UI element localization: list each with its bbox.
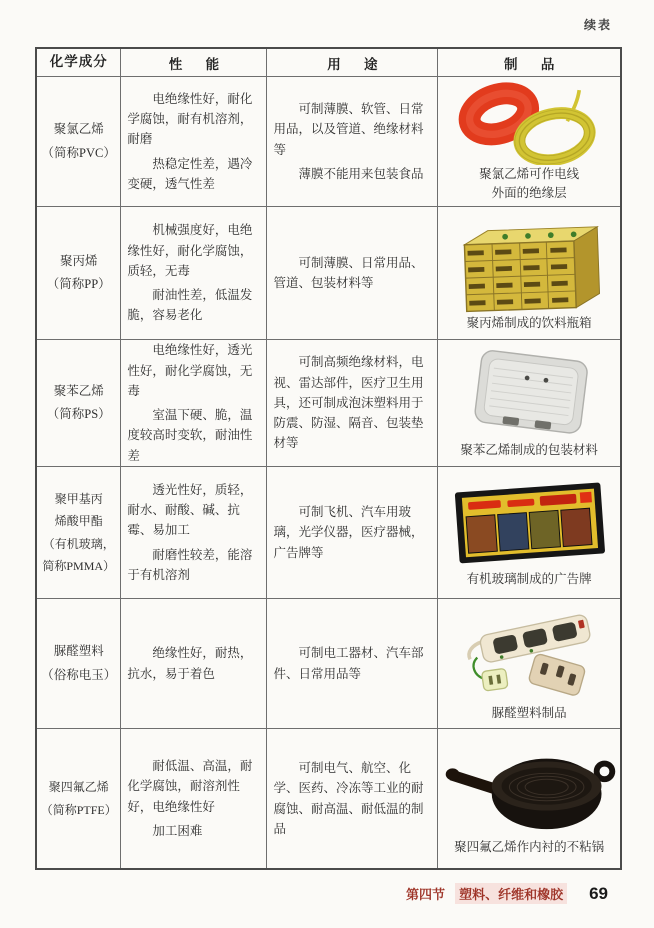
product-cell [438, 340, 620, 466]
chemical-abbr: （简称PTFE） [40, 802, 117, 817]
chemical-abbr: （简称PS） [46, 407, 111, 421]
product-cell [438, 729, 620, 868]
chemical-abbr: 简称PMMA） [42, 558, 116, 573]
plastics-table [35, 47, 622, 870]
uses-cell [267, 467, 438, 598]
properties-text: 透光性好，质轻，耐水、耐酸、碱、抗霉、易加工 [127, 482, 253, 538]
table-row-urea-formaldehyde [37, 599, 620, 729]
chemical-name-cell [37, 340, 121, 466]
bottle-crates-graphic [447, 214, 612, 314]
properties-text: 绝缘性好，耐热，抗水，易于着色 [127, 646, 253, 681]
chemical-name: 脲醛塑料 [53, 644, 104, 659]
properties-cell [121, 207, 267, 339]
chemical-abbr: （简称PP） [46, 277, 111, 291]
chemical-name-cell [37, 599, 121, 728]
uses-cell [267, 207, 438, 339]
properties-text: 耐低温、高温，耐化学腐蚀，耐溶剂性好，电绝缘性好 [127, 759, 253, 814]
properties-text: 电绝缘性好，透光性好，耐化学腐蚀，无毒 [127, 343, 253, 398]
nonstick-pan-graphic [442, 740, 617, 838]
properties-cell [121, 467, 267, 598]
header-uses: 用 途 [327, 56, 388, 72]
product-caption: 聚氯乙烯可作电线 [479, 166, 580, 181]
product-caption: 有机玻璃制成的广告牌 [466, 572, 592, 587]
chemical-abbr: （俗称电玉） [41, 667, 117, 682]
wire-coils-image [444, 81, 614, 165]
chemical-name: 聚丙烯 [59, 253, 98, 268]
properties-text: 耐油性差，低温发脆，容易老化 [127, 288, 253, 323]
properties-text: 耐磨性较差，能溶于有机溶剂 [127, 547, 253, 582]
billboard-image [444, 476, 614, 570]
continued-table-label: 续表 [584, 18, 613, 32]
page-footer [0, 883, 608, 904]
page-number: 69 [589, 883, 608, 903]
properties-cell [121, 77, 267, 206]
properties-text: 室温下硬、脆，温度较高时变软，耐油性差 [127, 408, 253, 463]
table-row-ps [37, 340, 620, 467]
product-caption: 外面的绝缘层 [491, 185, 567, 200]
uses-cell [267, 340, 438, 466]
wire-coils-graphic [444, 81, 614, 165]
properties-cell [121, 340, 267, 466]
uses-cell [267, 77, 438, 206]
footer-section-label: 第四节 [406, 887, 446, 902]
foam-packaging-image [447, 346, 612, 441]
table-row-pvc [37, 77, 620, 207]
chemical-name: 聚苯乙烯 [53, 383, 104, 398]
uses-cell [267, 729, 438, 868]
properties-cell [121, 729, 267, 868]
properties-text: 电绝缘性好，耐化学腐蚀，耐有机溶剂，耐磨 [127, 91, 253, 147]
table-row-ptfe [37, 729, 620, 868]
power-strip-image [447, 604, 612, 704]
chemical-abbr: （有机玻璃， [42, 536, 115, 551]
bottle-crates-image [447, 214, 612, 314]
billboard-graphic [444, 476, 614, 570]
properties-text: 热稳定性差，遇冷变硬，透气性差 [127, 156, 253, 191]
chemical-abbr: （简称PVC） [41, 145, 116, 160]
product-cell [438, 77, 620, 206]
chemical-name: 烯酸甲酯 [54, 514, 103, 529]
product-caption: 聚苯乙烯制成的包装材料 [460, 443, 598, 458]
uses-text: 可制薄膜、软管、日常用品，以及管道、绝缘材料等 [273, 102, 424, 157]
product-caption: 脲醛塑料制品 [491, 706, 567, 721]
uses-cell [267, 599, 438, 728]
uses-text: 可制飞机、汽车用玻璃，光学仪器，医疗器械，广告牌等 [273, 505, 424, 560]
chemical-name-cell [37, 77, 121, 206]
table-row-pp [37, 207, 620, 340]
product-caption: 聚丙烯制成的饮料瓶箱 [466, 315, 592, 330]
uses-text: 可制薄膜、日常用品、管道、包装材料等 [273, 255, 424, 290]
chemical-name: 聚四氟乙烯 [48, 780, 109, 795]
product-cell [438, 599, 620, 728]
header-products: 制 品 [503, 56, 565, 72]
table-header-row [37, 49, 620, 77]
properties-cell [121, 599, 267, 728]
properties-text: 加工困难 [152, 823, 203, 838]
header-properties: 性 能 [168, 56, 230, 72]
header-chemical-composition: 化学成分 [49, 54, 108, 70]
product-cell [438, 207, 620, 339]
uses-text: 可制高频绝缘材料，电视、雷达部件，医疗卫生用具，还可制成泡沫塑料用于防震、防湿、隔音、包装垫材等 [273, 355, 424, 451]
chemical-name-cell [37, 729, 121, 868]
footer-chapter-title: 塑料、纤维和橡胶 [455, 883, 567, 904]
uses-text: 可制电气、航空、化学、医药、冷冻等工业的耐腐蚀、耐高温、耐低温的制品 [273, 761, 424, 836]
power-strip-graphic [447, 604, 612, 704]
chemical-name-cell [37, 207, 121, 339]
chemical-name-cell [37, 467, 121, 598]
product-caption: 聚四氟乙烯作内衬的不粘锅 [454, 840, 605, 855]
uses-text: 可制电工器材、汽车部件、日常用品等 [273, 646, 424, 681]
chemical-name: 聚氯乙烯 [53, 122, 104, 137]
table-row-pmma [37, 467, 620, 599]
product-cell [438, 467, 620, 598]
properties-text: 机械强度好，电绝缘性好，耐化学腐蚀，质轻，无毒 [127, 223, 253, 278]
nonstick-pan-image [442, 740, 617, 838]
uses-text: 薄膜不能用来包装食品 [298, 166, 424, 181]
foam-packaging-graphic [447, 346, 612, 441]
chemical-name: 聚甲基丙 [54, 492, 103, 507]
